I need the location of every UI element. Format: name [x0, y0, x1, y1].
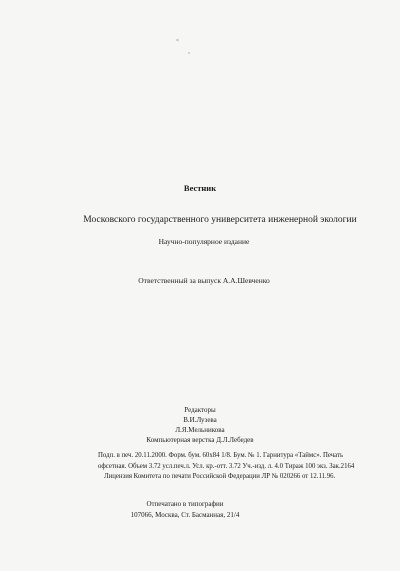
document-title: Вестник — [183, 183, 217, 193]
editor-name: В.И.Лузева — [183, 416, 217, 424]
printing-house-block — [100, 499, 270, 520]
imprint-line: офсетная. Объем 3.72 усл.печ.л. Усл. кр.-отт. 3.72 Уч.-изд. л. 4.0 Тираж 100 экз. Зак.2164 — [98, 462, 355, 470]
layout-credit: Компьютерная верстка Д.Л.Лебедев — [146, 436, 254, 444]
editor-name: Л.Я.Мельникова — [175, 426, 225, 434]
imprint-block — [98, 451, 370, 483]
editors-block — [100, 405, 300, 445]
paper-speck — [176, 39, 179, 41]
edition-type: Научно-популярное издание — [158, 237, 250, 246]
editors-heading: Редакторы — [184, 406, 216, 414]
responsible-editor: Ответственный за выпуск А.А.Шевченко — [138, 276, 270, 285]
printing-heading: Отпечатано в типографии — [146, 500, 224, 508]
paper-speck — [188, 52, 190, 54]
license-line: Лицензия Комитета по печати Российской Федерации ЛР № 020266 от 12.11.96. — [104, 473, 336, 480]
printing-address: 107066, Москва, Ст. Басманная, 21/4 — [130, 510, 240, 519]
document-subtitle: Московского государственного университета инженерной экологии — [83, 215, 357, 225]
imprint-line: Подп. в печ. 20.11.2000. Форм. бум. 60х84 1/8. Бум. № 1. Гарнитура «Таймс». Печать — [98, 452, 344, 459]
